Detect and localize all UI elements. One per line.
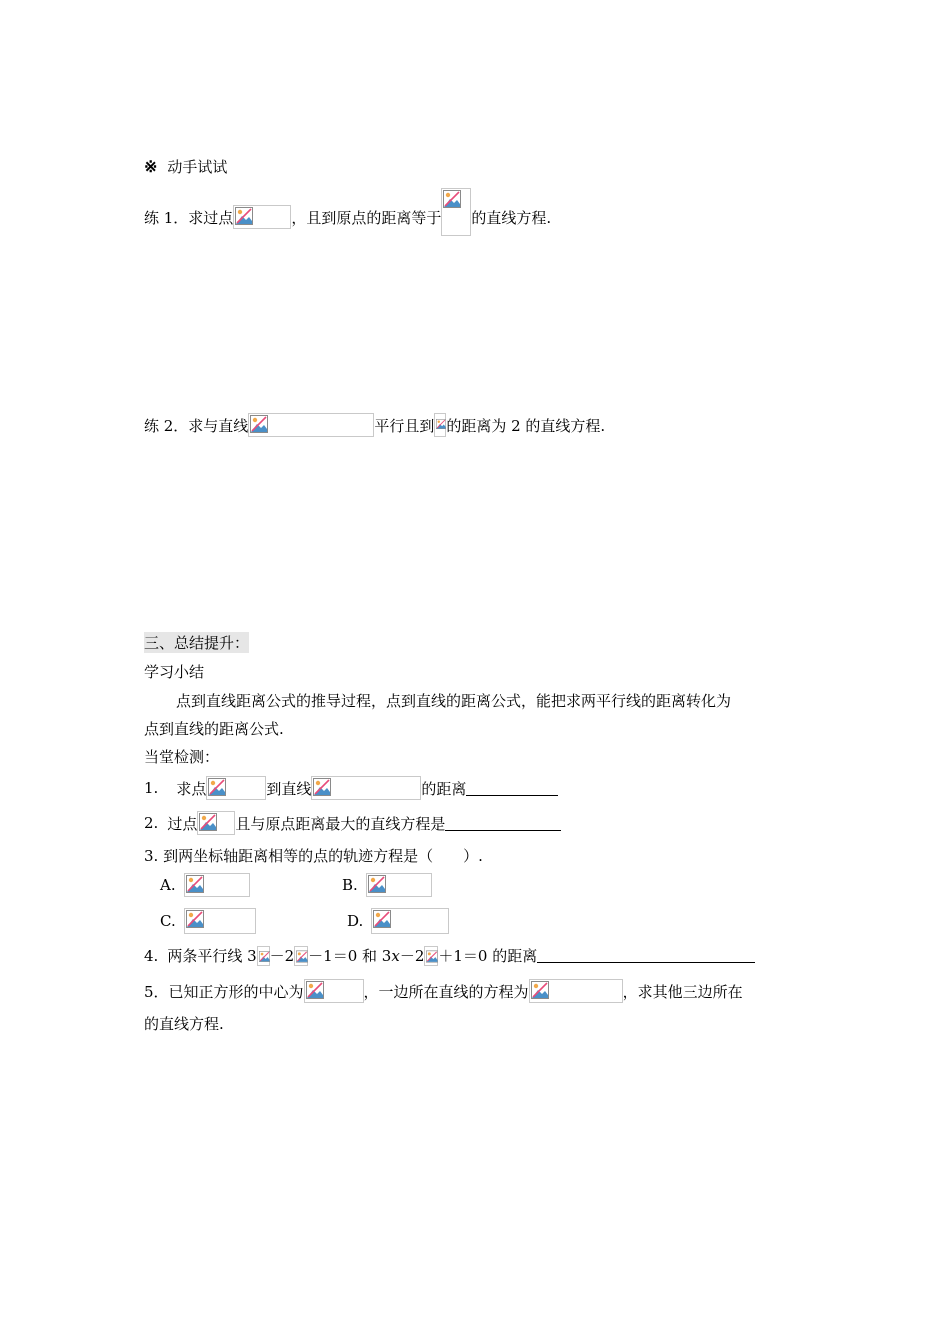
- exercise-1: [144, 198, 551, 236]
- broken-image-icon: [436, 415, 446, 433]
- broken-image-icon: [296, 948, 308, 965]
- question-3: [144, 845, 483, 866]
- question-3-text: 3. 到两坐标轴距离相等的点的轨迹方程是（ ）.: [144, 847, 483, 865]
- formula-image: [434, 413, 446, 437]
- summary-paragraph-text: 点到直线的距离公式.: [144, 720, 284, 738]
- question-4-text: －1＝0 和 3: [308, 947, 392, 965]
- option-label: B.: [342, 876, 358, 894]
- question-4-text: 两条平行线 3: [167, 947, 257, 965]
- question-5-pre: 5．已知正方形的中心为: [144, 982, 304, 1001]
- question-2: [144, 811, 561, 835]
- question-1-mid: 到直线: [266, 779, 312, 798]
- question-number: 2.: [144, 814, 159, 832]
- answer-blank[interactable]: [445, 816, 561, 831]
- formula-image: [184, 873, 250, 897]
- question-5: [144, 979, 743, 1003]
- formula-image: [206, 776, 266, 800]
- test-heading-text: 当堂检测：: [144, 748, 220, 766]
- question-number: 4.: [144, 946, 159, 965]
- question-number: 1.: [144, 779, 159, 797]
- formula-image: [371, 908, 449, 934]
- broken-image-icon: [313, 778, 331, 796]
- exercise-1-post: 的直线方程.: [471, 208, 552, 227]
- broken-image-icon: [443, 190, 461, 208]
- formula-image: [304, 979, 364, 1003]
- question-5-text: 的直线方程.: [144, 1015, 224, 1033]
- formula-image: [257, 946, 270, 966]
- option-b[interactable]: [342, 873, 432, 897]
- broken-image-icon: [306, 981, 324, 999]
- option-d[interactable]: [347, 908, 449, 934]
- question-1-post: 的距离: [421, 779, 467, 798]
- section-try-title: 动手试试: [167, 158, 228, 176]
- variable-x: x: [391, 946, 400, 965]
- question-4-text: －2: [399, 947, 425, 965]
- learning-summary-label: 学习小结: [144, 663, 205, 681]
- broken-image-icon: [426, 948, 438, 965]
- question-1-pre: 求点: [176, 779, 207, 798]
- reference-mark: ※: [144, 157, 158, 176]
- broken-image-icon: [250, 415, 268, 433]
- exercise-1-pre: 练 1．求过点: [144, 208, 234, 227]
- test-heading: [144, 746, 219, 767]
- broken-image-icon: [186, 910, 204, 928]
- option-label: C.: [160, 912, 176, 930]
- exercise-2-post: 的距离为 2 的直线方程.: [446, 416, 606, 435]
- summary-heading: [144, 632, 249, 653]
- question-4-text: －2: [269, 947, 295, 965]
- option-label: A.: [160, 876, 176, 894]
- answer-blank[interactable]: [466, 781, 558, 796]
- formula-image: [366, 873, 432, 897]
- formula-image: [441, 188, 471, 236]
- formula-image: [311, 776, 421, 800]
- exercise-2: [144, 413, 605, 437]
- exercise-2-pre: 练 2．求与直线: [144, 416, 249, 435]
- broken-image-icon: [368, 875, 386, 893]
- section-try-heading: [144, 156, 227, 177]
- question-2-pre: 过点: [167, 814, 198, 833]
- summary-heading-text: 三、总结提升：: [144, 634, 250, 652]
- question-2-post: 且与原点距离最大的直线方程是: [235, 814, 446, 833]
- broken-image-icon: [199, 813, 217, 831]
- question-5-post: ，求其他三边所在: [622, 982, 743, 1001]
- exercise-1-mid: ，且到原点的距离等于: [291, 208, 442, 227]
- summary-paragraph-text: 点到直线距离公式的推导过程，点到直线的距离公式，能把求两平行线的距离转化为: [176, 692, 732, 710]
- summary-subheading: [144, 661, 204, 682]
- option-label: D.: [347, 912, 364, 930]
- broken-image-icon: [531, 981, 549, 999]
- formula-image: [233, 205, 291, 229]
- formula-image: [197, 811, 235, 835]
- broken-image-icon: [208, 778, 226, 796]
- broken-image-icon: [259, 948, 270, 965]
- formula-image: [294, 946, 308, 966]
- question-5-mid: ，一边所在直线的方程为: [363, 982, 529, 1001]
- summary-paragraph-line-2: [144, 718, 284, 739]
- question-1: [144, 776, 558, 800]
- option-c[interactable]: [160, 908, 256, 934]
- broken-image-icon: [235, 207, 253, 225]
- formula-image: [184, 908, 256, 934]
- question-4: [144, 945, 755, 966]
- question-5-line-2: [144, 1013, 224, 1034]
- formula-image: [529, 979, 623, 1003]
- formula-image: [424, 946, 438, 966]
- option-a[interactable]: [160, 873, 250, 897]
- formula-image: [248, 413, 374, 437]
- broken-image-icon: [373, 910, 391, 928]
- summary-paragraph-line-1: [176, 690, 731, 711]
- question-4-text: ＋1＝0 的距离: [438, 947, 538, 965]
- exercise-2-mid: 平行且到: [374, 416, 435, 435]
- answer-blank[interactable]: [537, 948, 755, 963]
- broken-image-icon: [186, 875, 204, 893]
